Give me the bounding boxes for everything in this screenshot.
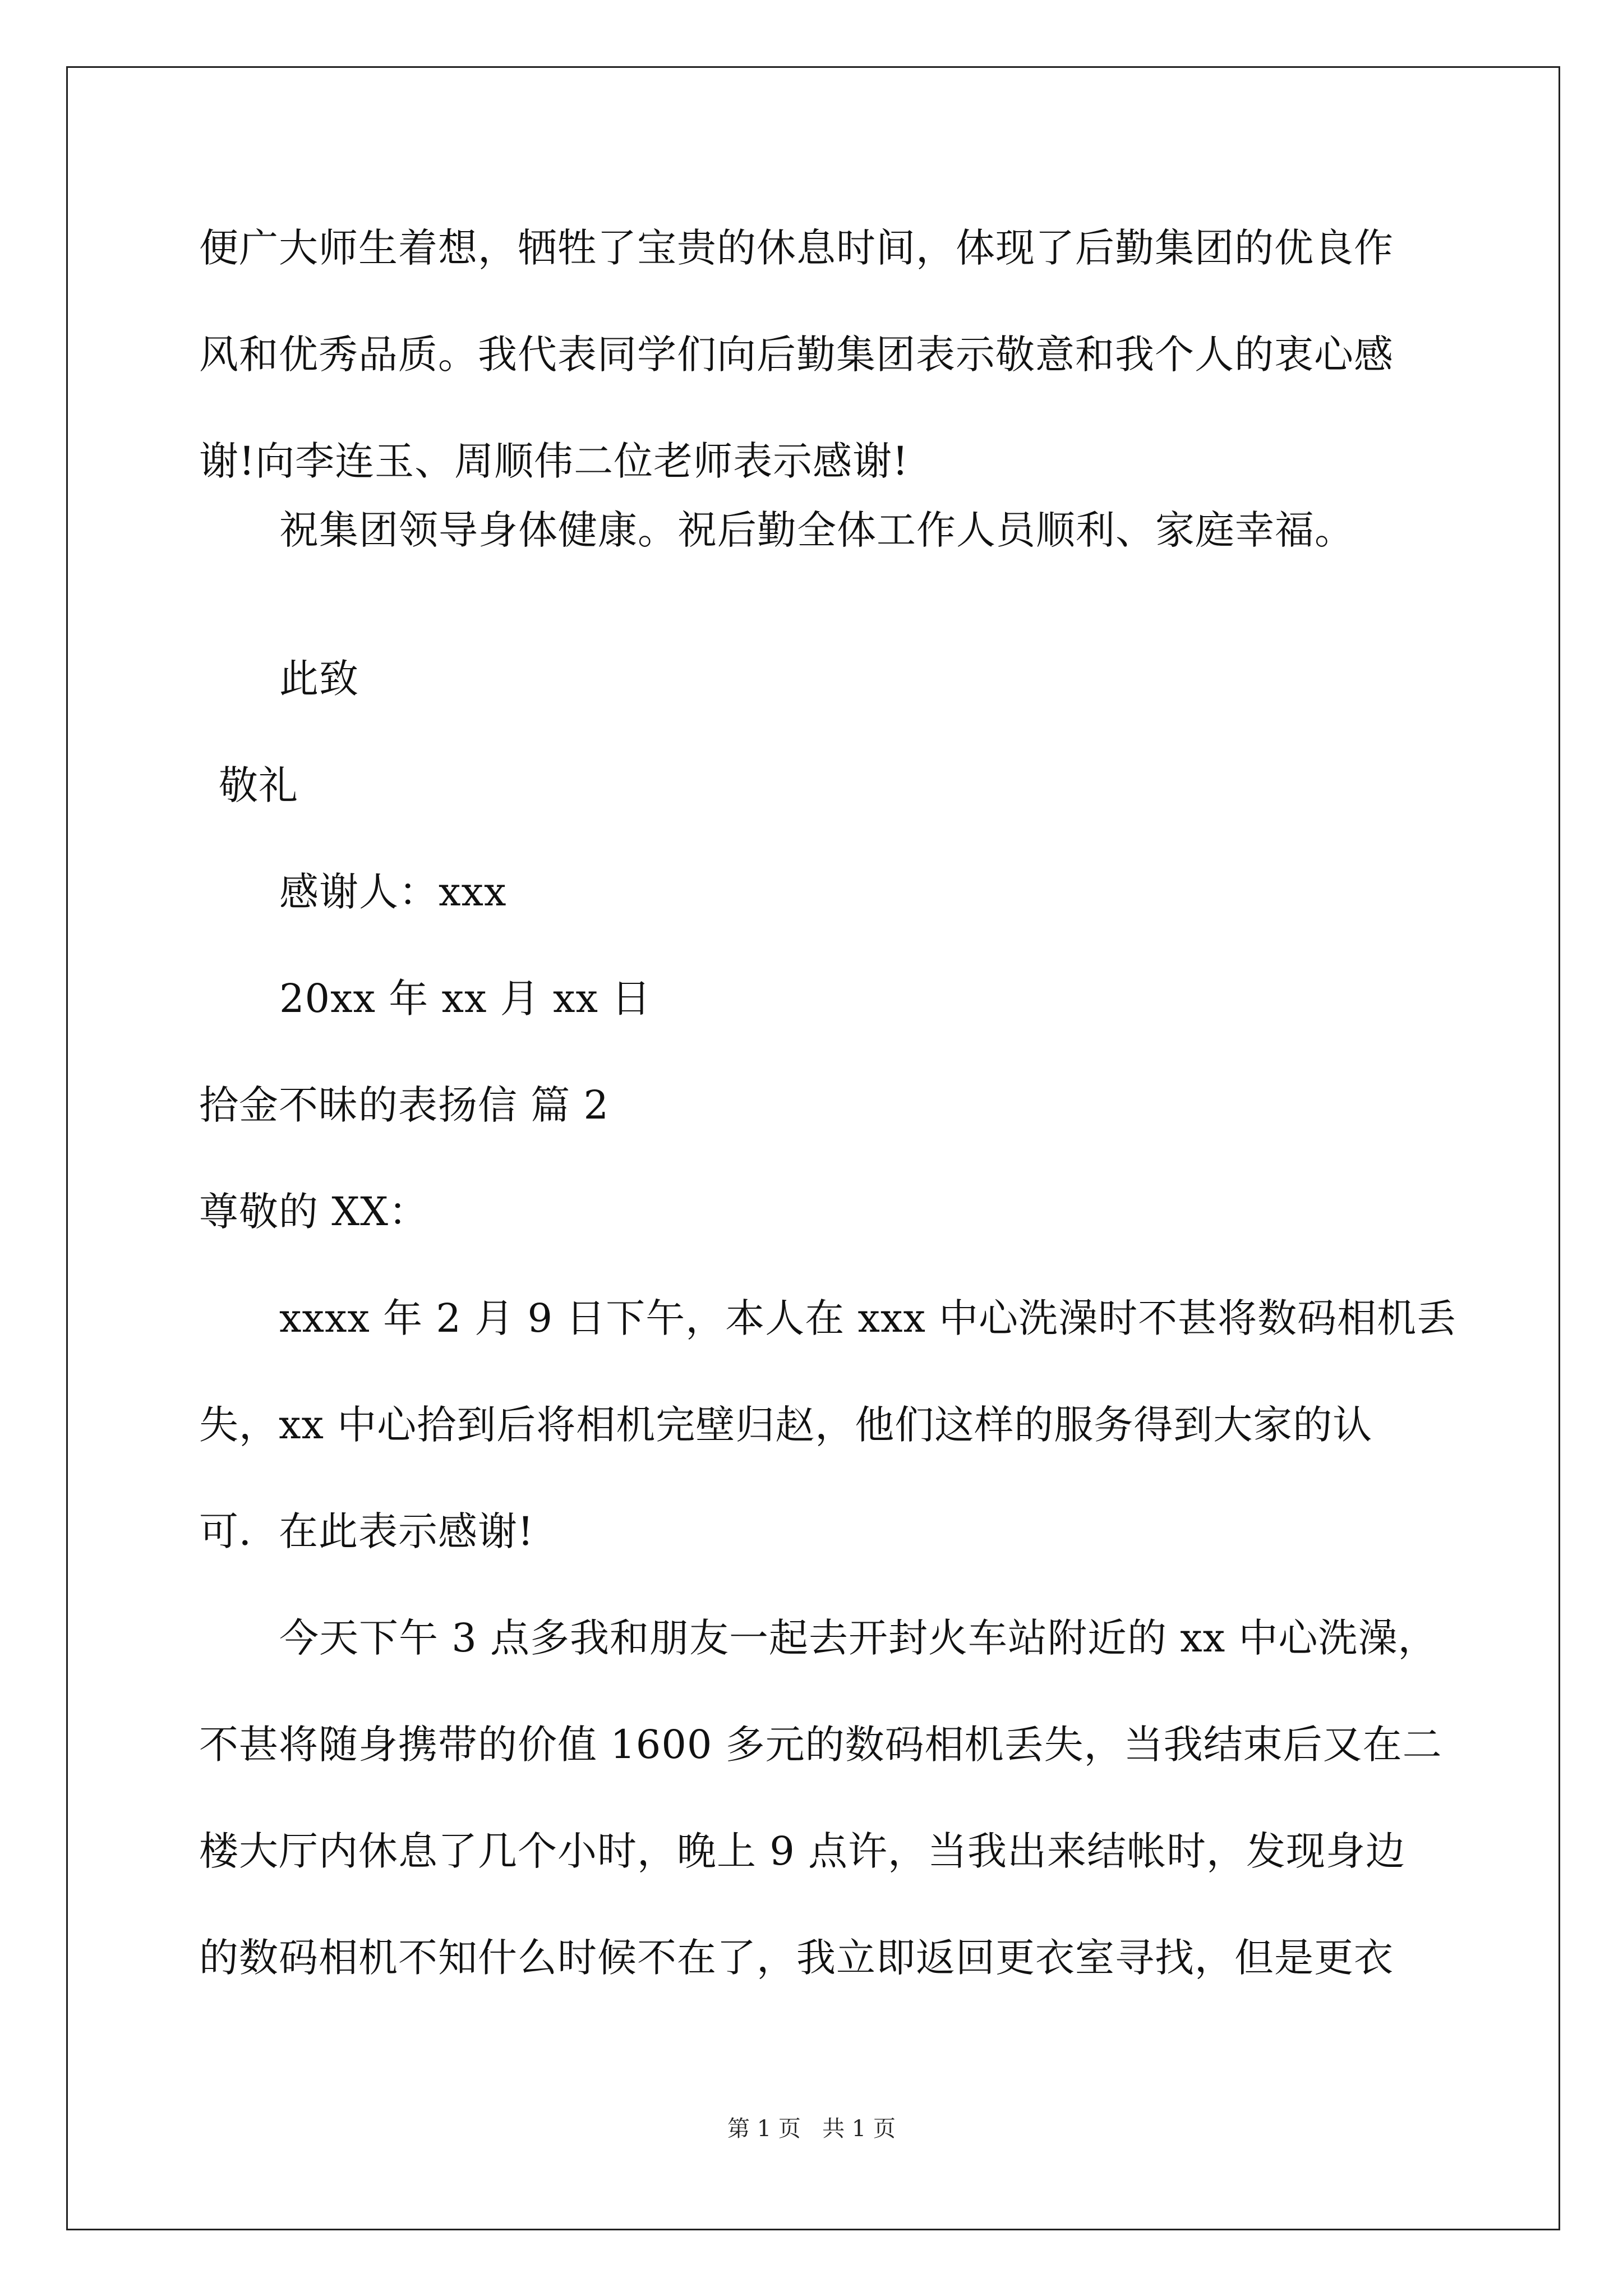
body-line-15: 不甚将随身携带的价值 1600 多元的数码相机丢失，当我结束后又在二 — [199, 1722, 1442, 1768]
body-line-13: 可．在此表示感谢! — [199, 1508, 534, 1554]
body-line-16: 楼大厅内休息了几个小时，晚上 9 点许，当我出来结帐时，发现身边 — [199, 1828, 1406, 1874]
page-border — [66, 66, 1560, 2230]
signature-date: 20xx 年 xx 月 xx 日 — [279, 976, 652, 1022]
body-line-3: 谢!向李连玉、周顺伟二位老师表示感谢! — [199, 438, 909, 484]
body-line-1: 便广大师生着想，牺牲了宝贵的休息时间，体现了后勤集团的优良作 — [199, 225, 1394, 271]
body-line-12: 失，xx 中心拾到后将相机完壁归赵，他们这样的服务得到大家的认 — [199, 1402, 1373, 1448]
body-line-17: 的数码相机不知什么时候不在了，我立即返回更衣室寻找，但是更衣 — [199, 1935, 1394, 1981]
letter-greeting: 尊敬的 XX： — [199, 1189, 428, 1235]
body-line-11: xxxx 年 2 月 9 日下午，本人在 xxx 中心洗澡时不甚将数码相机丢 — [279, 1295, 1457, 1341]
body-line-14: 今天下午 3 点多我和朋友一起去开封火车站附近的 xx 中心洗澡， — [279, 1615, 1438, 1661]
salutation-jingli: 敬礼 — [219, 762, 298, 808]
section-heading: 拾金不昧的表扬信 篇 2 — [199, 1082, 610, 1128]
salutation-cizhi: 此致 — [279, 656, 359, 702]
closing-wishes: 祝集团领导身体健康。祝后勤全体工作人员顺利、家庭幸福。 — [279, 507, 1354, 553]
page-footer: 第 1 页 共 1 页 — [727, 2116, 896, 2142]
signature-name: 感谢人：xxx — [279, 869, 507, 915]
body-line-2: 风和优秀品质。我代表同学们向后勤集团表示敬意和我个人的衷心感 — [199, 332, 1394, 378]
